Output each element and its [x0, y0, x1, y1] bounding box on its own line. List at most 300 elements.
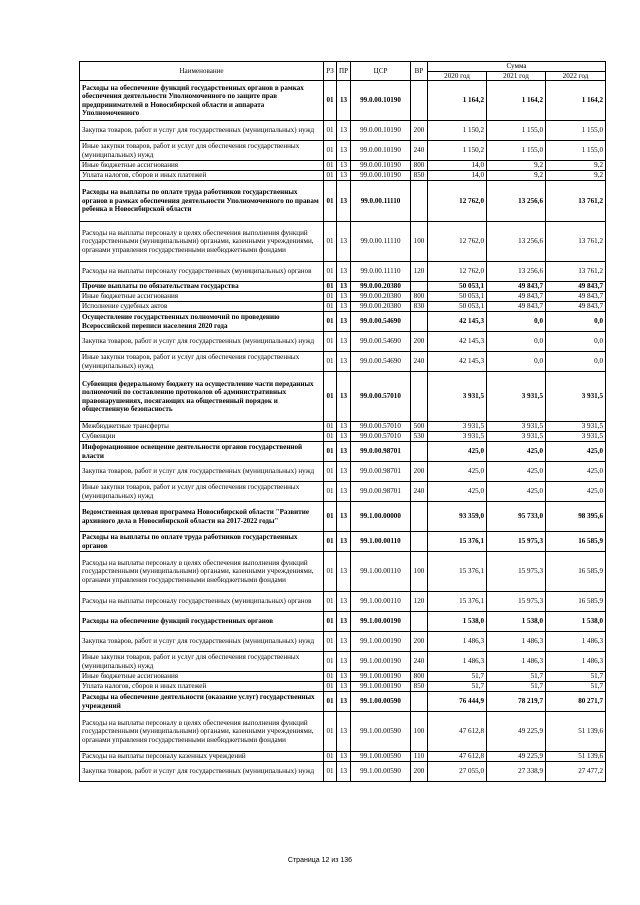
row-pr: 13: [337, 161, 351, 171]
row-csr: 99.0.00.10190: [351, 121, 411, 141]
table-row: [80, 752, 606, 762]
row-pr: 13: [337, 652, 351, 672]
row-rz: 01: [324, 462, 337, 482]
row-name: Закупка товаров, работ и услуг для государственных (муниципальных) нужд: [80, 462, 324, 482]
row-vr: 200: [411, 632, 428, 652]
row-csr: 99.1.00.00110: [351, 592, 411, 612]
row-value-2020: 50 053,1: [428, 282, 487, 292]
row-value-2021: 15 975,3: [487, 532, 546, 552]
row-rz: 01: [324, 652, 337, 672]
row-pr: 13: [337, 592, 351, 612]
row-vr: 120: [411, 262, 428, 282]
row-vr: 830: [411, 302, 428, 312]
row-name: Закупка товаров, работ и услуг для государственных (муниципальных) нужд: [80, 332, 324, 352]
row-rz: 01: [324, 282, 337, 292]
row-name: Иные закупки товаров, работ и услуг для обеспечения государственных (муниципальных) нужд: [80, 352, 324, 372]
row-value-2020: 51,7: [428, 682, 487, 692]
row-rz: 01: [324, 161, 337, 171]
row-rz: 01: [324, 121, 337, 141]
row-csr: 99.1.00.00000: [351, 502, 411, 532]
row-csr: 99.1.00.00590: [351, 762, 411, 782]
table-row: [80, 332, 606, 352]
table-row: [80, 462, 606, 482]
row-rz: 01: [324, 442, 337, 462]
row-value-2020: 425,0: [428, 482, 487, 502]
row-csr: 99.1.00.00590: [351, 692, 411, 712]
row-value-2021: 13 256,6: [487, 222, 546, 262]
row-vr: 800: [411, 292, 428, 302]
row-name: Информационное освещение деятельности органов государственной власти: [80, 442, 324, 462]
row-value-2021: 1 538,0: [487, 612, 546, 632]
table-row: [80, 292, 606, 302]
row-value-2021: 1 164,2: [487, 81, 546, 121]
row-value-2020: 1 538,0: [428, 612, 487, 632]
row-vr: 530: [411, 432, 428, 442]
row-vr: 100: [411, 712, 428, 752]
row-value-2021: 425,0: [487, 442, 546, 462]
row-value-2022: 1 486,3: [546, 652, 606, 672]
table-row: [80, 81, 606, 121]
row-value-2021: 78 219,7: [487, 692, 546, 712]
row-value-2022: 425,0: [546, 482, 606, 502]
row-vr: 240: [411, 652, 428, 672]
row-value-2020: 12 762,0: [428, 181, 487, 222]
row-rz: 01: [324, 312, 337, 332]
table-row: [80, 672, 606, 682]
row-csr: 99.1.00.00110: [351, 552, 411, 592]
table-row: [80, 632, 606, 652]
row-pr: 13: [337, 612, 351, 632]
row-value-2020: 27 055,0: [428, 762, 487, 782]
row-rz: 01: [324, 432, 337, 442]
row-name: Иные бюджетные ассигнования: [80, 292, 324, 302]
row-value-2022: 9,2: [546, 171, 606, 181]
row-name: Ведомственная целевая программа Новосибирской области "Развитие архивного дела в Новосибирской области на 2017-2022 годы": [80, 502, 324, 532]
row-rz: 01: [324, 262, 337, 282]
row-rz: 01: [324, 532, 337, 552]
table-row: [80, 712, 606, 752]
row-pr: 13: [337, 312, 351, 332]
row-value-2022: 3 931,5: [546, 422, 606, 432]
table-row: [80, 442, 606, 462]
row-name: Расходы на выплаты персоналу государственных (муниципальных) органов: [80, 592, 324, 612]
row-value-2021: 15 975,3: [487, 592, 546, 612]
row-rz: 01: [324, 482, 337, 502]
row-value-2020: 50 053,1: [428, 302, 487, 312]
row-value-2020: 1 150,2: [428, 121, 487, 141]
row-value-2021: 49 843,7: [487, 282, 546, 292]
row-value-2020: 1 164,2: [428, 81, 487, 121]
table-body: [80, 81, 606, 782]
row-rz: 01: [324, 181, 337, 222]
row-pr: 13: [337, 462, 351, 482]
row-pr: 13: [337, 432, 351, 442]
row-vr: [411, 502, 428, 532]
row-pr: 13: [337, 292, 351, 302]
row-csr: 99.0.00.10190: [351, 171, 411, 181]
header-year-2022: 2022 год: [546, 71, 606, 81]
row-pr: 13: [337, 81, 351, 121]
row-pr: 13: [337, 422, 351, 432]
row-value-2020: 15 376,1: [428, 532, 487, 552]
row-rz: 01: [324, 332, 337, 352]
row-value-2022: 16 585,9: [546, 552, 606, 592]
row-vr: [411, 612, 428, 632]
row-rz: 01: [324, 552, 337, 592]
row-vr: 240: [411, 482, 428, 502]
row-rz: 01: [324, 752, 337, 762]
table-row: [80, 592, 606, 612]
row-pr: 13: [337, 171, 351, 181]
header-csr: ЦСР: [351, 62, 411, 81]
row-name: Иные закупки товаров, работ и услуг для обеспечения государственных (муниципальных) нужд: [80, 652, 324, 672]
row-pr: 13: [337, 692, 351, 712]
row-rz: 01: [324, 592, 337, 612]
row-name: Межбюджетные трансферты: [80, 422, 324, 432]
row-value-2021: 13 256,6: [487, 262, 546, 282]
row-value-2020: 3 931,5: [428, 422, 487, 432]
table-row: [80, 262, 606, 282]
table-row: [80, 422, 606, 432]
row-csr: 99.0.00.11110: [351, 262, 411, 282]
row-pr: 13: [337, 181, 351, 222]
row-rz: 01: [324, 292, 337, 302]
row-value-2021: 13 256,6: [487, 181, 546, 222]
row-name: Субвенция федеральному бюджету на осуществление части переданных полномочий по составлению протоколов об административных правонарушениях, посягающих на общественный порядок и общественную безопасность: [80, 372, 324, 422]
row-csr: 99.1.00.00110: [351, 532, 411, 552]
row-value-2022: 51,7: [546, 672, 606, 682]
row-value-2021: 0,0: [487, 332, 546, 352]
row-value-2021: 27 338,9: [487, 762, 546, 782]
table-row: [80, 171, 606, 181]
header-sum: Сумма: [428, 62, 606, 72]
table-row: [80, 121, 606, 141]
row-value-2022: 0,0: [546, 312, 606, 332]
row-value-2020: 1 486,3: [428, 632, 487, 652]
row-rz: 01: [324, 632, 337, 652]
row-pr: 13: [337, 121, 351, 141]
table-row: [80, 372, 606, 422]
table-row: [80, 682, 606, 692]
row-name: Субвенции: [80, 432, 324, 442]
row-value-2020: 93 359,0: [428, 502, 487, 532]
row-rz: 01: [324, 682, 337, 692]
row-csr: 99.0.00.98701: [351, 482, 411, 502]
row-rz: 01: [324, 352, 337, 372]
row-csr: 99.1.00.00190: [351, 612, 411, 632]
table-row: [80, 532, 606, 552]
row-pr: 13: [337, 482, 351, 502]
row-value-2020: 15 376,1: [428, 592, 487, 612]
row-vr: [411, 81, 428, 121]
table-row: [80, 762, 606, 782]
table-row: [80, 552, 606, 592]
row-pr: 13: [337, 442, 351, 462]
row-name: Расходы на выплаты по оплате труда работников государственных органов: [80, 532, 324, 552]
row-vr: 200: [411, 121, 428, 141]
row-name: Расходы на обеспечение функций государственных органов в рамках обеспечения деятельности Уполномоченного по защите прав предпринимателей в Новосибирской области и аппарата Уполномоченного: [80, 81, 324, 121]
row-value-2021: 1 155,0: [487, 141, 546, 161]
row-name: Расходы на выплаты персоналу в целях обеспечения выполнения функций государственными (муниципальными) органами, казенными учреждениями, органами управления государственными внебюджетными фондами: [80, 222, 324, 262]
row-value-2020: 42 145,3: [428, 332, 487, 352]
row-name: Уплата налогов, сборов и иных платежей: [80, 682, 324, 692]
row-value-2022: 49 843,7: [546, 292, 606, 302]
row-value-2020: 1 486,3: [428, 652, 487, 672]
row-value-2021: 3 931,5: [487, 372, 546, 422]
row-value-2021: 49 843,7: [487, 302, 546, 312]
row-pr: 13: [337, 262, 351, 282]
row-csr: 99.0.00.57010: [351, 372, 411, 422]
row-value-2021: 49 225,9: [487, 712, 546, 752]
row-value-2022: 51 139,6: [546, 712, 606, 752]
row-csr: 99.0.00.11110: [351, 222, 411, 262]
row-rz: 01: [324, 171, 337, 181]
row-name: Расходы на выплаты персоналу государственных (муниципальных) органов: [80, 262, 324, 282]
row-name: Прочие выплаты по обязательствам государства: [80, 282, 324, 292]
row-rz: 01: [324, 672, 337, 682]
row-name: Расходы на выплаты персоналу казенных учреждений: [80, 752, 324, 762]
row-value-2021: 49 843,7: [487, 292, 546, 302]
row-value-2021: 1 155,0: [487, 121, 546, 141]
row-name: Закупка товаров, работ и услуг для государственных (муниципальных) нужд: [80, 121, 324, 141]
row-value-2020: 42 145,3: [428, 312, 487, 332]
row-value-2022: 1 164,2: [546, 81, 606, 121]
row-csr: 99.0.00.11110: [351, 181, 411, 222]
row-value-2020: 42 145,3: [428, 352, 487, 372]
row-value-2021: 1 486,3: [487, 652, 546, 672]
row-name: Закупка товаров, работ и услуг для государственных (муниципальных) нужд: [80, 632, 324, 652]
row-csr: 99.1.00.00190: [351, 682, 411, 692]
row-vr: 240: [411, 352, 428, 372]
row-name: Иные бюджетные ассигнования: [80, 672, 324, 682]
row-value-2020: 51,7: [428, 672, 487, 682]
table-row: [80, 502, 606, 532]
row-pr: 13: [337, 141, 351, 161]
row-value-2022: 425,0: [546, 462, 606, 482]
row-csr: 99.1.00.00590: [351, 712, 411, 752]
row-value-2021: 3 931,5: [487, 432, 546, 442]
row-vr: 800: [411, 161, 428, 171]
page-footer: Страница 12 из 136: [287, 857, 353, 864]
row-value-2022: 13 761,2: [546, 262, 606, 282]
row-value-2022: 98 395,6: [546, 502, 606, 532]
table-row: [80, 302, 606, 312]
row-name: Расходы на обеспечение функций государственных органов: [80, 612, 324, 632]
row-vr: [411, 692, 428, 712]
row-vr: 800: [411, 672, 428, 682]
row-value-2022: 3 931,5: [546, 432, 606, 442]
header-name: Наименование: [80, 62, 324, 81]
row-value-2022: 27 477,2: [546, 762, 606, 782]
row-value-2021: 95 733,0: [487, 502, 546, 532]
header-year-2021: 2021 год: [487, 71, 546, 81]
row-csr: 99.0.00.57010: [351, 422, 411, 432]
row-pr: 13: [337, 372, 351, 422]
row-csr: 99.1.00.00190: [351, 632, 411, 652]
row-rz: 01: [324, 712, 337, 752]
row-value-2020: 47 612,8: [428, 752, 487, 762]
row-rz: 01: [324, 762, 337, 782]
row-csr: 99.0.00.20380: [351, 282, 411, 292]
row-value-2022: 13 761,2: [546, 222, 606, 262]
row-value-2021: 49 225,9: [487, 752, 546, 762]
row-vr: [411, 532, 428, 552]
row-value-2022: 1 155,0: [546, 121, 606, 141]
row-pr: 13: [337, 552, 351, 592]
row-value-2022: 1 486,3: [546, 632, 606, 652]
row-csr: 99.0.00.54690: [351, 312, 411, 332]
row-vr: 240: [411, 141, 428, 161]
table-row: [80, 652, 606, 672]
row-vr: 850: [411, 682, 428, 692]
row-name: Уплата налогов, сборов и иных платежей: [80, 171, 324, 181]
row-csr: 99.1.00.00190: [351, 672, 411, 682]
row-rz: 01: [324, 502, 337, 532]
row-pr: 13: [337, 752, 351, 762]
row-value-2022: 49 843,7: [546, 302, 606, 312]
row-value-2020: 3 931,5: [428, 432, 487, 442]
row-csr: 99.0.00.10190: [351, 81, 411, 121]
row-vr: 100: [411, 552, 428, 592]
row-value-2022: 51 139,6: [546, 752, 606, 762]
row-rz: 01: [324, 81, 337, 121]
row-value-2022: 1 538,0: [546, 612, 606, 632]
row-pr: 13: [337, 712, 351, 752]
header-vr: ВР: [411, 62, 428, 81]
row-vr: [411, 181, 428, 222]
row-rz: 01: [324, 302, 337, 312]
row-rz: 01: [324, 692, 337, 712]
row-value-2022: 80 271,7: [546, 692, 606, 712]
row-vr: [411, 442, 428, 462]
row-name: Исполнение судебных актов: [80, 302, 324, 312]
row-value-2020: 50 053,1: [428, 292, 487, 302]
row-csr: 99.0.00.10190: [351, 141, 411, 161]
row-value-2022: 16 585,9: [546, 532, 606, 552]
row-pr: 13: [337, 682, 351, 692]
row-rz: 01: [324, 612, 337, 632]
row-pr: 13: [337, 282, 351, 292]
row-name: Осуществление государственных полномочий по проведению Всероссийской переписи населения 2020 года: [80, 312, 324, 332]
header-pr: ПР: [337, 62, 351, 81]
row-value-2022: 0,0: [546, 352, 606, 372]
row-pr: 13: [337, 222, 351, 262]
row-value-2022: 3 931,5: [546, 372, 606, 422]
row-value-2020: 425,0: [428, 462, 487, 482]
row-value-2021: 9,2: [487, 171, 546, 181]
table-row: [80, 282, 606, 292]
row-pr: 13: [337, 632, 351, 652]
row-value-2020: 14,0: [428, 171, 487, 181]
row-value-2021: 0,0: [487, 312, 546, 332]
table-row: [80, 222, 606, 262]
row-vr: 200: [411, 762, 428, 782]
row-pr: 13: [337, 672, 351, 682]
row-pr: 13: [337, 502, 351, 532]
row-name: Иные закупки товаров, работ и услуг для обеспечения государственных (муниципальных) нужд: [80, 141, 324, 161]
row-pr: 13: [337, 352, 351, 372]
row-vr: 850: [411, 171, 428, 181]
header-row: [80, 62, 606, 72]
row-pr: 13: [337, 532, 351, 552]
row-pr: 13: [337, 302, 351, 312]
row-value-2022: 425,0: [546, 442, 606, 462]
row-name: Расходы на обеспечение деятельности (оказание услуг) государственных учреждений: [80, 692, 324, 712]
row-vr: [411, 372, 428, 422]
row-value-2022: 1 155,0: [546, 141, 606, 161]
row-value-2021: 15 975,3: [487, 552, 546, 592]
header-year-2020: 2020 год: [428, 71, 487, 81]
row-csr: 99.0.00.10190: [351, 161, 411, 171]
row-csr: 99.0.00.54690: [351, 352, 411, 372]
row-vr: [411, 312, 428, 332]
row-vr: [411, 282, 428, 292]
table-row: [80, 352, 606, 372]
row-value-2020: 12 762,0: [428, 222, 487, 262]
table-row: [80, 141, 606, 161]
row-value-2020: 3 931,5: [428, 372, 487, 422]
row-csr: 99.0.00.57010: [351, 432, 411, 442]
table-row: [80, 312, 606, 332]
table-row: [80, 692, 606, 712]
row-value-2021: 9,2: [487, 161, 546, 171]
row-value-2022: 13 761,2: [546, 181, 606, 222]
row-csr: 99.0.00.20380: [351, 302, 411, 312]
row-value-2020: 15 376,1: [428, 552, 487, 592]
row-value-2021: 51,7: [487, 682, 546, 692]
row-value-2022: 9,2: [546, 161, 606, 171]
budget-table: [79, 61, 606, 782]
row-value-2022: 0,0: [546, 332, 606, 352]
row-name: Расходы на выплаты персоналу в целях обеспечения выполнения функций государственными (муниципальными) органами, казенными учреждениями, органами управления государственными внебюджетными фондами: [80, 712, 324, 752]
row-csr: 99.0.00.98701: [351, 442, 411, 462]
row-pr: 13: [337, 762, 351, 782]
row-pr: 13: [337, 332, 351, 352]
row-value-2021: 425,0: [487, 462, 546, 482]
row-csr: 99.0.00.98701: [351, 462, 411, 482]
row-value-2020: 425,0: [428, 442, 487, 462]
row-csr: 99.1.00.00590: [351, 752, 411, 762]
row-csr: 99.0.00.54690: [351, 332, 411, 352]
table-row: [80, 612, 606, 632]
row-rz: 01: [324, 372, 337, 422]
row-value-2021: 3 931,5: [487, 422, 546, 432]
row-value-2020: 76 444,9: [428, 692, 487, 712]
row-vr: 110: [411, 752, 428, 762]
row-value-2022: 51,7: [546, 682, 606, 692]
row-vr: 200: [411, 462, 428, 482]
header-rz: РЗ: [324, 62, 337, 81]
row-vr: 500: [411, 422, 428, 432]
row-value-2021: 0,0: [487, 352, 546, 372]
row-rz: 01: [324, 222, 337, 262]
row-csr: 99.1.00.00190: [351, 652, 411, 672]
row-name: Расходы на выплаты по оплате труда работников государственных органов в рамках обеспечения деятельности Уполномоченного по правам ребенка в Новосибирской области: [80, 181, 324, 222]
row-name: Закупка товаров, работ и услуг для государственных (муниципальных) нужд: [80, 762, 324, 782]
row-value-2021: 51,7: [487, 672, 546, 682]
table-row: [80, 161, 606, 171]
row-rz: 01: [324, 422, 337, 432]
row-vr: 120: [411, 592, 428, 612]
row-value-2021: 1 486,3: [487, 632, 546, 652]
row-value-2022: 49 843,7: [546, 282, 606, 292]
row-value-2020: 47 612,8: [428, 712, 487, 752]
row-name: Иные закупки товаров, работ и услуг для обеспечения государственных (муниципальных) нужд: [80, 482, 324, 502]
row-vr: 100: [411, 222, 428, 262]
table-row: [80, 181, 606, 222]
table-row: [80, 432, 606, 442]
row-name: Расходы на выплаты персоналу в целях обеспечения выполнения функций государственными (муниципальными) органами, казенными учреждениями, органами управления государственными внебюджетными фондами: [80, 552, 324, 592]
